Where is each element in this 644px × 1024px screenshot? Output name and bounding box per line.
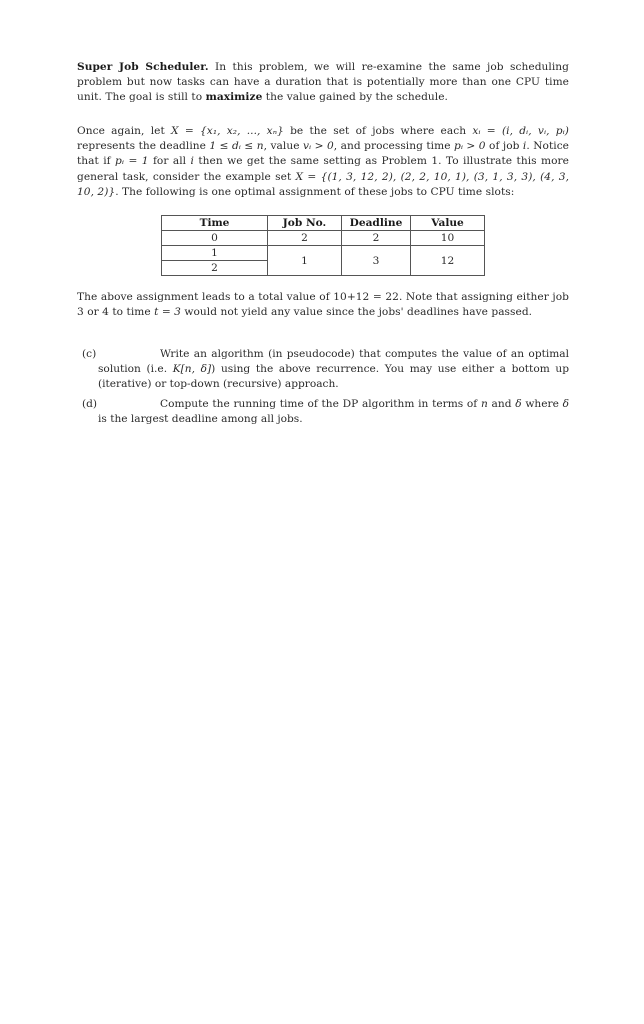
header-deadline: Deadline xyxy=(342,216,411,231)
table-row xyxy=(162,246,485,261)
math-example-set: X = {(1, 3, 12, 2), (2, 2, 10, 1), (3, 1, 3, 3), (4, 3, 10, 2)} xyxy=(77,170,569,198)
cell-deadline: 3 xyxy=(342,246,411,276)
setup-paragraph xyxy=(77,124,569,200)
problem-title: Super Job Scheduler. xyxy=(77,61,209,73)
math-value: vᵢ > 0 xyxy=(302,140,334,153)
schedule-table xyxy=(161,215,485,276)
table-header-row xyxy=(162,216,485,231)
math-index: i xyxy=(522,140,527,153)
question-label: (c) xyxy=(82,348,97,360)
question-item-d xyxy=(77,397,569,427)
question-text xyxy=(77,347,569,393)
math-delta-2: δ xyxy=(562,398,569,410)
math-delta: δ xyxy=(515,398,522,410)
math-processing-time: pᵢ > 0 xyxy=(453,140,486,153)
setup-text-b: be the set of jobs where each xyxy=(283,125,473,137)
setup-text-f: of job xyxy=(485,140,523,153)
cell-time: 0 xyxy=(162,231,268,246)
setup-text-d: , value xyxy=(263,140,303,153)
math-unit-processing: pᵢ = 1 xyxy=(115,155,149,168)
math-k-n-delta: K[n, δ] xyxy=(172,363,212,376)
setup-text-h: for all xyxy=(148,155,191,168)
question-text-d: is the largest deadline among all jobs. xyxy=(98,413,303,426)
math-n: n xyxy=(480,398,488,410)
intro-text-a: In this problem, we will re-examine the same job scheduling problem but now tasks can have a duration that is potentially more than one CPU time unit. The goal is still to xyxy=(77,61,569,104)
cell-job: 1 xyxy=(268,246,342,276)
question-text xyxy=(77,397,569,427)
setup-text-i: then we get the same setting as Problem 1. To illustrate this more general task, consider the example set xyxy=(77,155,569,183)
header-value: Value xyxy=(411,216,485,231)
result-text-a: The above assignment leads to a total value of 10+12 = 22. Note that assigning either job 3 or 4 to time xyxy=(77,291,569,319)
result-text-b: would not yield any value since the jobs' deadlines have passed. xyxy=(180,306,533,319)
setup-text-j: . The following is one optimal assignment of these jobs to CPU time slots: xyxy=(115,185,515,198)
math-job-tuple: xᵢ = (i, dᵢ, vᵢ, pᵢ) xyxy=(472,125,569,137)
header-job-no: Job No. xyxy=(268,216,342,231)
intro-text-b: the value gained by the schedule. xyxy=(262,91,448,104)
cell-time: 2 xyxy=(162,261,268,276)
question-label: (d) xyxy=(82,398,98,410)
question-text-b: ) using the above recurrence. You may use either a bottom up (iterative) or top-down (recursive) approach. xyxy=(98,363,570,391)
question-text-a: Write an algorithm (in pseudocode) that computes the value of an optimal solution (i.e. xyxy=(98,348,569,376)
table-row xyxy=(162,231,485,246)
question-text-b: and xyxy=(487,398,516,410)
question-item-c xyxy=(77,347,569,393)
cell-time: 1 xyxy=(162,246,268,261)
cell-job: 2 xyxy=(268,231,342,246)
setup-text-e: , and processing time xyxy=(333,140,454,153)
math-deadline: 1 ≤ dᵢ ≤ n xyxy=(209,140,264,153)
result-paragraph xyxy=(77,290,569,320)
math-job-set: X = {x₁, x₂, ..., xₙ} xyxy=(171,125,284,137)
math-time-three: t = 3 xyxy=(154,306,181,319)
cell-value: 10 xyxy=(411,231,485,246)
cell-deadline: 2 xyxy=(342,231,411,246)
cell-value: 12 xyxy=(411,246,485,276)
math-index-2: i xyxy=(190,155,194,168)
intro-paragraph xyxy=(77,60,569,106)
question-text-a: Compute the running time of the DP algorithm in terms of xyxy=(160,398,481,410)
header-time: Time xyxy=(162,216,268,231)
setup-text-a: Once again, let xyxy=(77,125,171,137)
setup-text-c: represents the deadline xyxy=(77,140,210,153)
question-text-c: where xyxy=(521,398,563,410)
intro-emphasis: maximize xyxy=(205,91,263,104)
setup-text-g: . Notice that if xyxy=(77,140,569,168)
